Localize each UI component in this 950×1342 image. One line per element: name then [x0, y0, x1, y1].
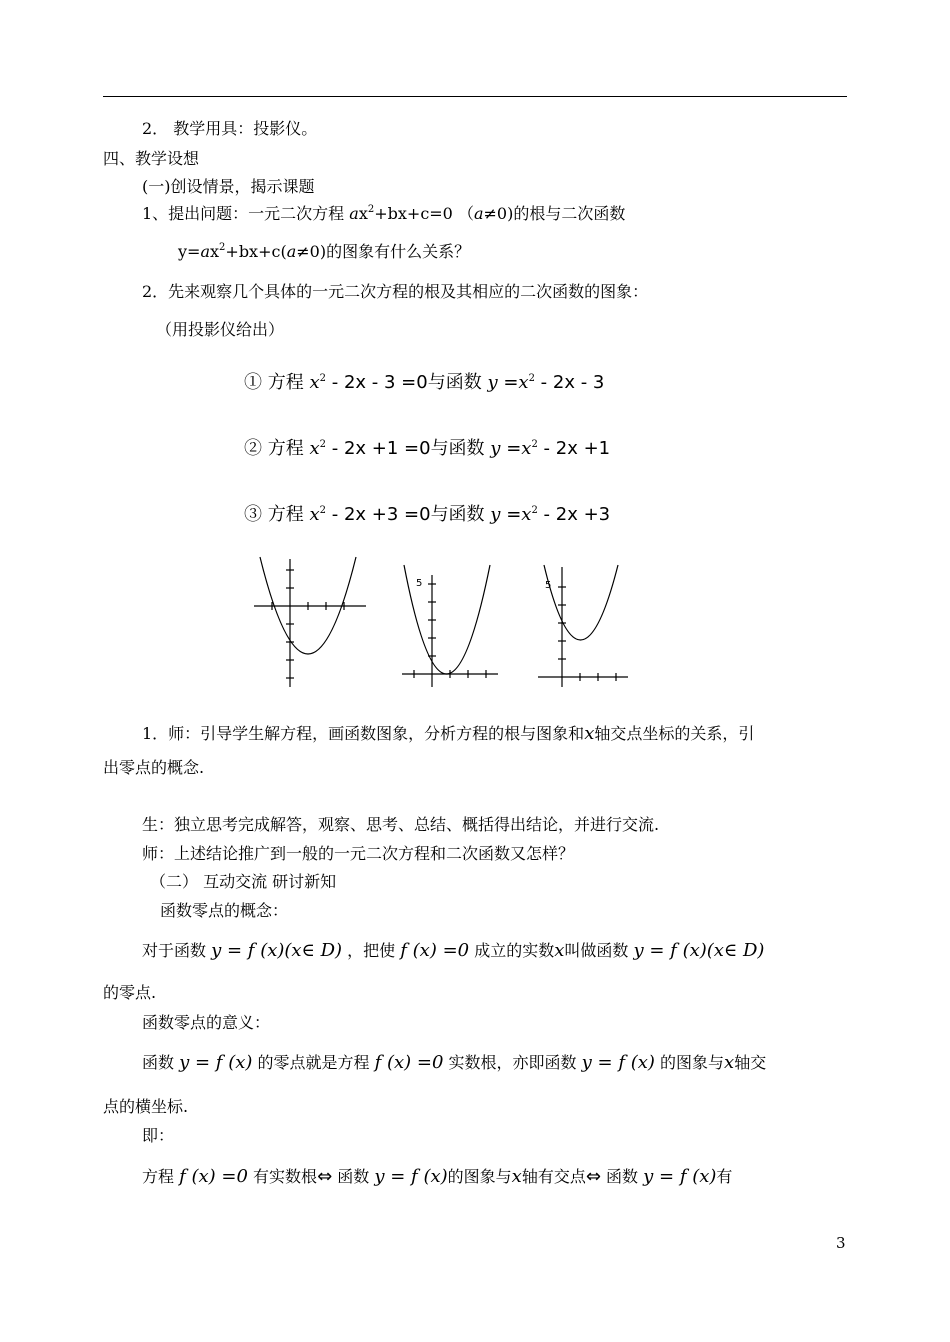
- equivalence-statement: 方程 f (x) =0 有实数根⇔ 函数 y = f (x)的图象与x轴有交点⇔ 函数 y = f (x)有: [142, 1166, 733, 1187]
- item-teaching-tools: 2． 教学用具：投影仪。: [142, 119, 318, 138]
- projector-note: （用投影仪给出）: [156, 320, 285, 339]
- section-heading: 四、教学设想: [103, 149, 200, 168]
- question-1-line1: 1、提出问题：一元二次方程 $ax^2+bx+c=0$ （a≠0)的根与二次函数: [142, 204, 626, 223]
- equation-1: ① 方程 $x^2 - 2x - 3 =0$与函数 $y =x^2 - 2x - 3$: [244, 372, 605, 393]
- subsection-heading: (一)创设情景，揭示课题: [142, 177, 315, 196]
- y-tick-label-5: 5: [545, 580, 552, 591]
- parabola-curve: [544, 565, 618, 640]
- ie-label: 即：: [142, 1126, 175, 1145]
- zero-point-concept-title: 函数零点的概念：: [160, 901, 289, 920]
- y-tick-label-5: 5: [416, 578, 423, 589]
- subsection-heading-2: （二） 互动交流 研讨新知: [150, 872, 337, 891]
- zero-point-meaning: 函数 y = f (x) 的零点就是方程 f (x) =0 实数根，亦即函数 y = f (x) 的图象与x轴交: [142, 1052, 767, 1073]
- equation-3: ③ 方程 $x^2 - 2x +3 =0$与函数 $y =x^2 - 2x +3$: [244, 504, 611, 525]
- question-2: 2．先来观察几个具体的一元二次方程的根及其相应的二次函数的图象：: [142, 282, 649, 301]
- zero-point-meaning-title: 函数零点的意义：: [142, 1013, 271, 1032]
- equation-2: ② 方程 $x^2 - 2x +1 =0$与函数 $y =x^2 - 2x +1$: [244, 438, 611, 459]
- question-1-line2: $y=ax^2+bx+c(a\ne 0)$的图象有什么关系？: [178, 242, 471, 261]
- parabola-graph-2: [398, 555, 500, 690]
- teacher-question: 师：上述结论推广到一般的一元二次方程和二次函数又怎样？: [142, 844, 575, 863]
- axis-ticks: [272, 570, 344, 678]
- teacher-guidance-line2: 出零点的概念.: [103, 758, 205, 777]
- header-rule: [103, 96, 847, 97]
- student-activity: 生：独立思考完成解答，观察、思考、总结、概括得出结论，并进行交流.: [142, 815, 660, 834]
- zero-point-meaning-end: 点的横坐标.: [103, 1097, 189, 1116]
- zero-point-definition: 对于函数 y = f (x)(x∈ D) ，把使 f (x) =0 成立的实数x叫做函数 y = f (x)(x∈ D): [142, 940, 765, 961]
- page-number: 3: [836, 1234, 846, 1252]
- parabola-graph-3: [536, 555, 632, 690]
- teacher-guidance-line1: 1．师：引导学生解方程，画函数图象，分析方程的根与图象和x轴交点坐标的关系，引: [142, 723, 755, 744]
- axis-ticks: [414, 584, 486, 678]
- parabola-graph-1: [254, 555, 366, 690]
- zero-point-definition-end: 的零点.: [103, 983, 157, 1002]
